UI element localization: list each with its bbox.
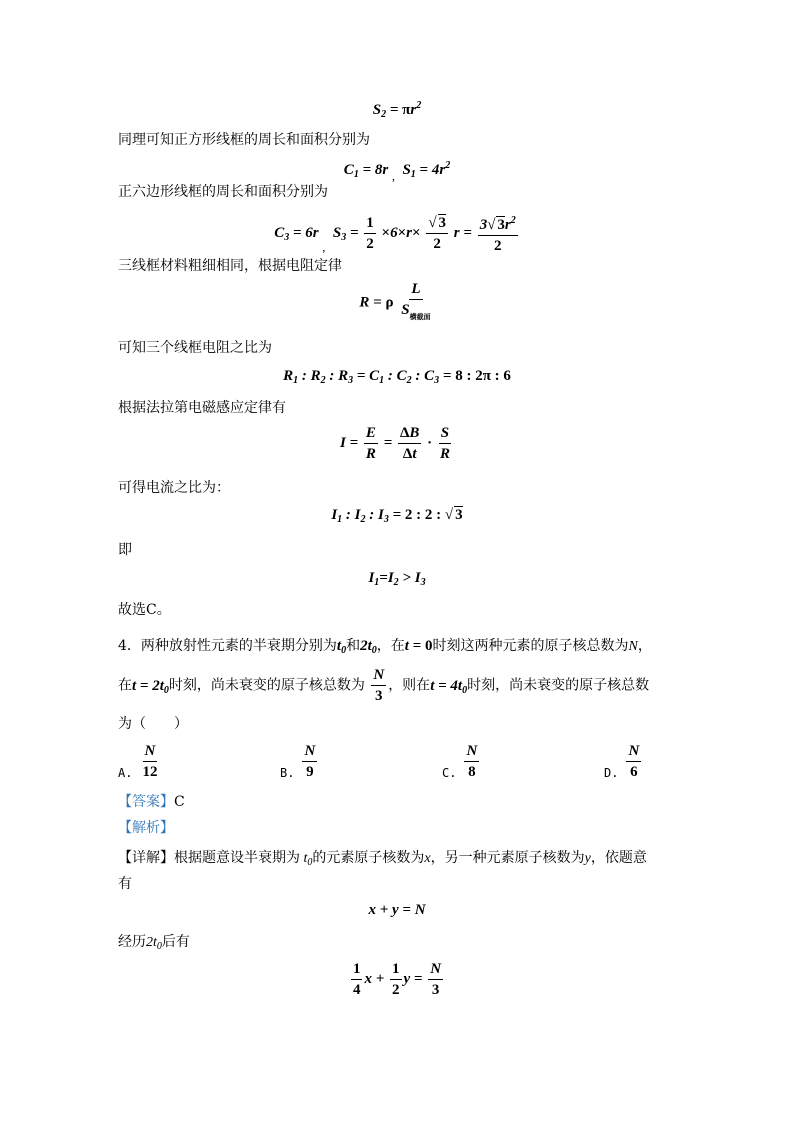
answer-line — [118, 792, 185, 812]
p-current-ratio: 可得电流之比为： — [118, 480, 230, 496]
option-c[interactable]: C. $\frac{N}{8}$ — [442, 743, 478, 780]
eq-square: $C_1 = 8r$ $_,$ $S_1 = 4r^2$ — [343, 160, 451, 183]
question-number: 4． — [118, 638, 141, 654]
eq-after: $\frac{1}{4}$ x + $\frac{1}{2}$ y = $\frac{N}{3}$ — [352, 961, 442, 998]
eq-resistance-sub: 横截面 — [409, 313, 431, 321]
p-square: 同理可知正方形线框的周长和面积分别为 — [118, 132, 370, 148]
eq-i-ratio: $I_1$ : $I_2$ : $I_3 = 2$ : 2 : √ 3 — [331, 507, 463, 525]
option-d[interactable]: D. $\frac{N}{6}$ — [604, 743, 640, 780]
question-line-2: 在$t = 2t_0$时刻，尚未衰变的原子核总数为 $\frac{N}{3}$ ，则在$t = 4t_0$时刻，尚未衰变的原子核总数 — [118, 667, 650, 704]
p-choose: 故选C。 — [118, 602, 171, 618]
eq-i-compare: $I_1=I_2 > I_3$ — [368, 570, 426, 588]
p-hexagon: 正六边形线框的周长和面积分别为 — [118, 184, 328, 200]
p-resist-ratio: 可知三个线框电阻之比为 — [118, 340, 272, 356]
eq-hexagon: $C_3 = 6r$ $_,$ $S_3$ = $\frac{1}{2}$ ×6×r× $\frac{√ 3}{2}$ r = $\frac{3√ 3r^2}{2}$ — [0, 212, 794, 255]
eq-resistance: R = ρ $\frac{L}{S_{横截面}}$ — [359, 281, 431, 321]
eq-i: I = $\frac{E}{R}$ = $\frac{\Delta B}{\Delta t}$ · $\frac{S}{R}$ — [340, 425, 450, 462]
p-faraday: 根据法拉第电磁感应定律有 — [118, 400, 286, 416]
question-line-3: 为（ ） — [118, 716, 188, 732]
eq-s2-text: $S_2 = \pi r^2$ — [372, 100, 422, 120]
detail-tag: 【详解】 — [118, 850, 174, 866]
option-a[interactable]: A. $\frac{N}{12}$ — [118, 743, 158, 780]
after-line: 经历$2t_0$后有 — [118, 934, 190, 952]
p-ji: 即 — [118, 542, 132, 558]
eq-s2 — [0, 100, 794, 120]
p-resist-law: 三线框材料粗细相同，根据电阻定律 — [118, 258, 342, 274]
option-b[interactable]: B. $\frac{N}{9}$ — [280, 743, 316, 780]
answer-value: C — [174, 794, 185, 810]
eq-sum: x + y = N — [368, 902, 426, 918]
detail-line-2: 有 — [118, 876, 132, 892]
analysis-tag: 【解析】 — [118, 820, 174, 836]
question-line-1: 4．两种放射性元素的半衰期分别为$t_0$和$2t_0$，在t = 0时刻这两种元素的原子核总数为N， — [118, 638, 652, 656]
eq-r-ratio: $R_1$ : $R_2$ : $R_3 = C_1$ : $C_2$ : $C_3 = 8$ : 2π : 6 — [283, 368, 511, 386]
answer-tag: 【答案】 — [118, 794, 174, 810]
detail-line-1: 【详解】根据题意设半衰期为 $t_0$的元素原子核数为x，另一种元素原子核数为y，依题意 — [118, 850, 647, 868]
